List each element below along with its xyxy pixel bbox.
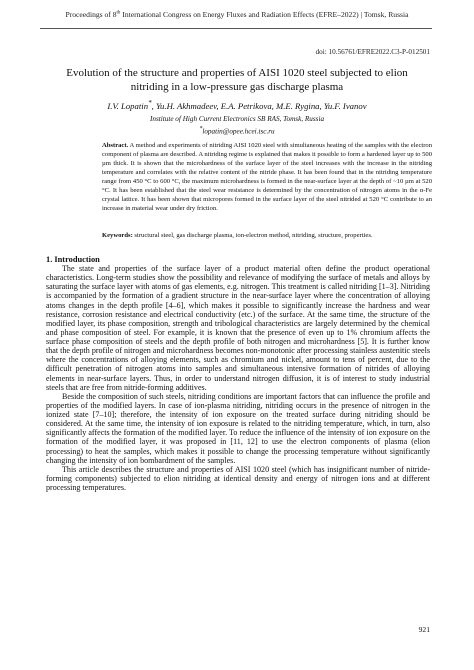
email-mark: * bbox=[199, 125, 203, 132]
author-first: I.V. Lopatin bbox=[107, 100, 149, 111]
header-post: International Congress on Energy Fluxes and Radiation Effects (EFRE–2022) | Tomsk, Russia bbox=[120, 10, 409, 19]
body-text bbox=[46, 264, 430, 492]
author-mark: * bbox=[148, 99, 152, 107]
header-rule bbox=[40, 28, 432, 29]
header-sup: th bbox=[116, 10, 121, 16]
section-heading: 1. Introduction bbox=[46, 255, 100, 264]
affiliation bbox=[40, 115, 434, 137]
proceedings-header bbox=[0, 10, 474, 19]
keywords bbox=[102, 232, 432, 241]
institute: Institute of High Current Electronics SB RAS, Tomsk, Russia bbox=[149, 115, 325, 123]
doi[interactable]: doi: 10.56761/EFRE2022.C3-P-012501 bbox=[315, 48, 430, 56]
paragraph: Beside the composition of such steels, nitriding conditions are important factors that can influence the profile and properties of the modified layers. In case of ion-plasma nitriding, nitriding occurs in the presence of nitrogen in the ionized state [7–10]; therefore, the intensity of ion exposure on the treated surface during nitriding should be considered. At the same time, the intensity of ion exposure is related to the nitriding temperature, which, in turn, also significantly affects the formation of the modified layer. To reduce the influence of the intensity of ion exposure on the formation of the modified layer, it was proposed in [11, 12] to use the electron components of plasma (elion processing) to heat the samples, which makes it possible to change the processing temperature without significantly changing the intensity of ion bombardment of the samples. bbox=[46, 391, 430, 465]
authors bbox=[40, 99, 434, 111]
author-rest: , Yu.H. Akhmadeev, E.A. Petrikova, M.E. Rygina, Yu.F. Ivanov bbox=[151, 100, 367, 111]
paragraph: This article describes the structure and properties of AISI 1020 steel (which has insignificant number of nitride-forming components) subjected to elion nitriding at identical density and energy of nitrogen ions and at different processing temperatures. bbox=[46, 464, 430, 492]
keywords-text: structural steel, gas discharge plasma, ion-electron method, nitriding, structure, properties. bbox=[132, 232, 373, 239]
page-number: 921 bbox=[418, 625, 430, 634]
keywords-label: Keywords: bbox=[102, 232, 133, 239]
paragraph: The state and properties of the surface layer of a product material often define the product operational characteristics. Long-term studies show the possibility and relevance of modifying the surface of metals and alloys by saturating the surface layer with atoms of gas elements, e.g. nitrogen. This treatment is called nitriding [1–3]. Nitriding is accompanied by the formation of a gradient structure in the near-surface layer where the concentration of alloying atoms changes in the depth profile [4–6], which makes it possible to significantly increase the hardness and wear resistance, corrosion resistance and electrical conductivity (etc.) of the surface. At the same time, the structure of the modified layer, its phase composition, strength and tribological characteristics are largely determined by the chemical and phase composition of steel. For example, it is known that the presence of even up to 1% chromium affects the surface phase composition of steels and the depth profile of both nitrogen and microhardness [5]. It is further know that the depth profile of nitrogen and microhardness becomes non-monotonic after processing stainless austenitic steels where the concentrations of alloying elements, such as chromium and nickel, amount to tens of percent, due to the difficult penetration of nitrogen atoms into samples and simultaneous intensive formation of nitrides of alloying elements in near-surface layers. Thus, in order to understand nitrogen diffusion, it is of interest to study industrial steels that are free from nitride-forming additives. bbox=[46, 264, 430, 392]
abstract-label: Abstract. bbox=[102, 142, 129, 149]
header-pre: Proceedings of 8 bbox=[65, 10, 117, 19]
email[interactable]: lopatin@opee.hcei.tsc.ru bbox=[202, 126, 275, 135]
abstract bbox=[102, 142, 432, 214]
email-line bbox=[40, 125, 434, 137]
abstract-text: A method and experiments of nitriding AISI 1020 steel with simultaneous heating of the samples with the electron component of plasma are described. A nitriding regime is explained that makes it possible to form a hardened layer up to 500 µm thick. It is shown that the microhardness of the surface layer of the steel increases with the increase in the nitriding temperature and correlates with the relative content of the nitride phase. It has been found that in the nitriding temperature range from 450 °C to 600 °C, the maximum microhardness is formed in the near-surface layer at the depth of ~10 µm at 520 °C. It has been established that the steel wear resistance is determined by the concentration of nitrogen atoms in the α-Fe crystal lattice. It has been shown that micropores formed in the surface layer of the steel nitrided at 520 °C contribute to an increase in material wear under dry friction. bbox=[102, 142, 432, 212]
paper-title: Evolution of the structure and properties of AISI 1020 steel subjected to elion nitriding in a low-pressure gas discharge plasma bbox=[66, 67, 408, 93]
